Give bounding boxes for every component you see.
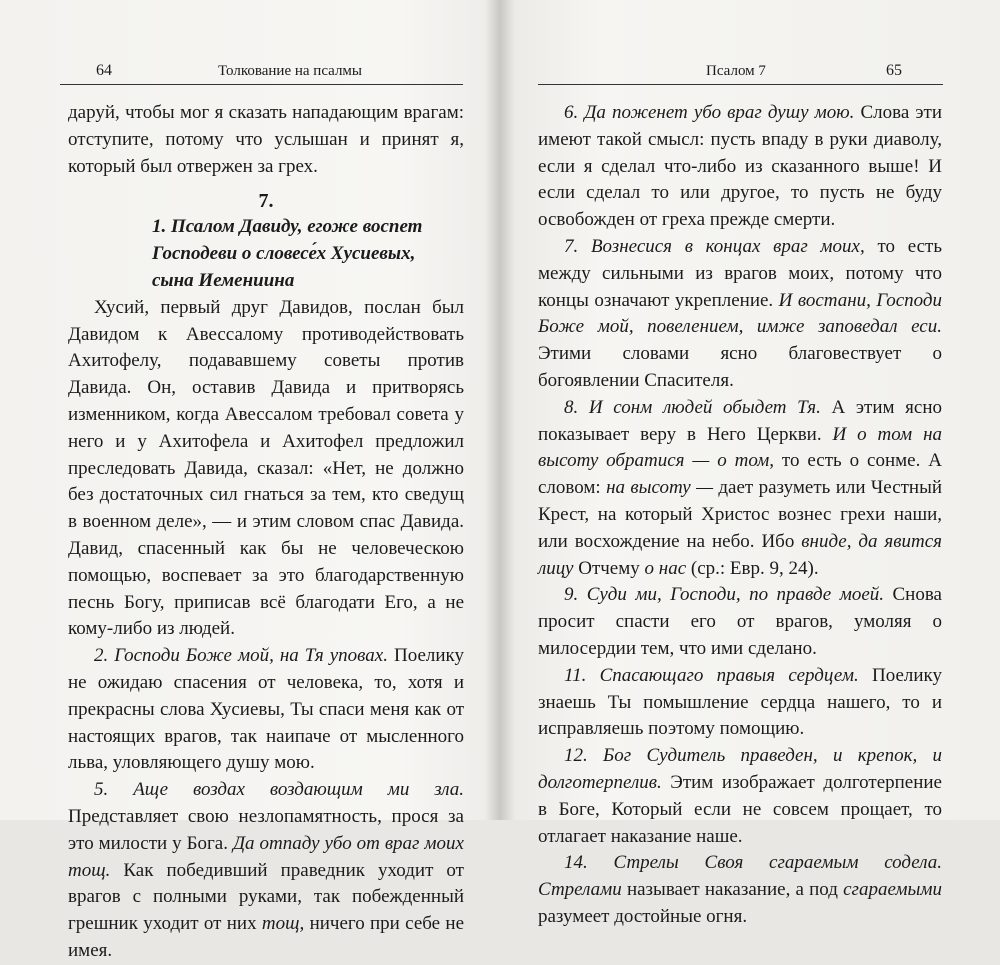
verse-commentary: ничего при себе не имея. — [68, 913, 465, 961]
verse-commentary: дает разуметь или Честный Крест, на который Христос вознес грехи наши, или восхождение на небо. Ибо — [538, 477, 943, 552]
verse-commentary: Этим изображает долготерпение в Боге, Который если не совсем прощает, то отлагает наказание наше. — [538, 771, 942, 847]
verse-commentary: то есть между сильными из врагов моих, потому что концы означают укрепление. — [538, 235, 943, 311]
verse-commentary: А этим ясно показывает веру в Него Церкви. — [538, 396, 942, 445]
verse-quote: Да отпаду убо от враг моих тощ. — [68, 832, 464, 881]
inscription-line: 1. Псалом Давиду, егоже воспет — [152, 216, 423, 238]
opening-paragraph: даруй, чтобы мог я сказать нападающим врагам: отступите, потому что услышан и принят я, который был отвержен за грех. — [68, 102, 464, 177]
verse-commentary: Отчему — [578, 557, 640, 579]
verse-quote: 9. Суди ми, Господи, по правде моей. — [564, 584, 885, 606]
verse-quote: И востани, Господи Боже мой, повелением, имже заповедал еси. — [538, 289, 943, 338]
right-page-number: 65 — [886, 62, 902, 79]
paragraph-husiy: Хусий, первый друг Давидов, послан был Давидом к Авессалому противодействовать Ахитофелу, подававшему советы против Давида. Он, оставив Давида и притворясь изменником, когда Авессалом требовал совета у него и у Ахитофела и Ахитофел предложил преследовать Давида, сказал: «Нет, не должно без достаточных сил гнаться за тем, кто сведущ в военном деле», — и этим словом спас Давида. Давид, спасенный как бы не человеческою помощью, воспевает за это благодарственную песнь Богу, приписав всё благодати Его, а не кому-либо из людей. — [68, 296, 464, 640]
verse-commentary: Поелику не ожидаю спасения от человека, то, хотя и прекрасны слова Хусиевы, Ты спаси меня как от настоящих врагов, так наипаче от мысленного льва, уловляющего душу мою. — [68, 645, 464, 774]
verse-commentary: Как победивший праведник уходит от врагов с полными руками, так побежденный грешник уходит от них — [68, 859, 464, 935]
verse-9 — [538, 582, 942, 662]
left-page-text — [68, 100, 464, 965]
right-page-text — [538, 100, 942, 931]
psalm-chapter-number: 7. — [258, 190, 274, 213]
verse-quote: 7. Вознесися в концах враг моих, — [564, 235, 865, 257]
verse-8 — [538, 395, 942, 583]
verse-quote: 2. Господи Боже мой, на Тя уповах. — [94, 645, 388, 667]
verse-commentary: (ср.: Евр. 9, 24). — [690, 557, 819, 579]
right-page — [500, 0, 1000, 927]
verse-commentary: Представляет свою незлопамятность, прося за это милости у Бога. — [68, 805, 464, 854]
verse-commentary: Снова просит спасти его от врагов, умоляя о милосердии тем, что ими сделано. — [538, 584, 942, 659]
left-running-head — [60, 58, 463, 85]
verse-quote: 11. Спасающаго правыя сердцем. — [564, 664, 859, 686]
right-running-title: Псалом 7 — [706, 63, 766, 79]
verse-commentary: Этими словами ясно благовествует о богоявлении Спасителя. — [538, 343, 942, 391]
verse-quote: вниде, да явится лицу — [538, 530, 942, 579]
verse-commentary: разумеет достойные огня. — [538, 905, 748, 927]
psalm-inscription — [152, 214, 464, 294]
verse-12 — [538, 743, 942, 850]
left-page — [0, 0, 500, 961]
verse-commentary: называет наказание, а под — [626, 879, 838, 901]
verse-quote: сгараемыми — [843, 879, 943, 901]
left-page-number: 64 — [96, 62, 112, 79]
verse-commentary: то есть о сонме. А словом: — [538, 450, 942, 499]
verse-7 — [538, 234, 942, 395]
verse-commentary: Слова эти имеют такой смысл: пусть впаду в руки диаволу, если я сделал что-либо из сказанного выше! И если сделал то или другое, то пусть не буду освобожден от греха прежде смерти. — [538, 102, 943, 231]
verse-commentary: Поелику знаешь Ты помышление сердца нашего, то и исправляешь поэтому помощию. — [538, 664, 942, 740]
left-running-title: Толкование на псалмы — [218, 63, 363, 79]
verse-quote: Стрелами — [538, 879, 622, 901]
inscription-line: сына Иемениина — [152, 269, 295, 291]
verse-2 — [68, 643, 464, 777]
verse-6 — [538, 100, 942, 234]
verse-quote: 5. Аще воздах воздающим ми зла. — [94, 779, 464, 801]
verse-quote: 12. Бог Судитель праведен, и крепок, и долготерпелив. — [538, 745, 942, 793]
verse-quote: 8. И сонм людей обыдет Тя. — [564, 396, 821, 418]
verse-5 — [68, 777, 464, 965]
verse-quote: 6. Да поженет убо враг душу мою. — [564, 102, 855, 123]
verse-14 — [538, 850, 942, 930]
verse-quote: на высоту — — [606, 477, 713, 499]
right-running-head — [538, 58, 943, 85]
verse-quote: о нас — [644, 557, 687, 579]
verse-quote: 14. Стрелы Своя сгараемым содела. — [564, 852, 942, 874]
inscription-line: Господеви о словесе́х Хусиевых, — [152, 243, 416, 265]
verse-quote: И о том на высоту обратися — о том, — [538, 423, 942, 472]
verse-quote: тощ, — [261, 913, 305, 935]
verse-11 — [538, 663, 942, 743]
